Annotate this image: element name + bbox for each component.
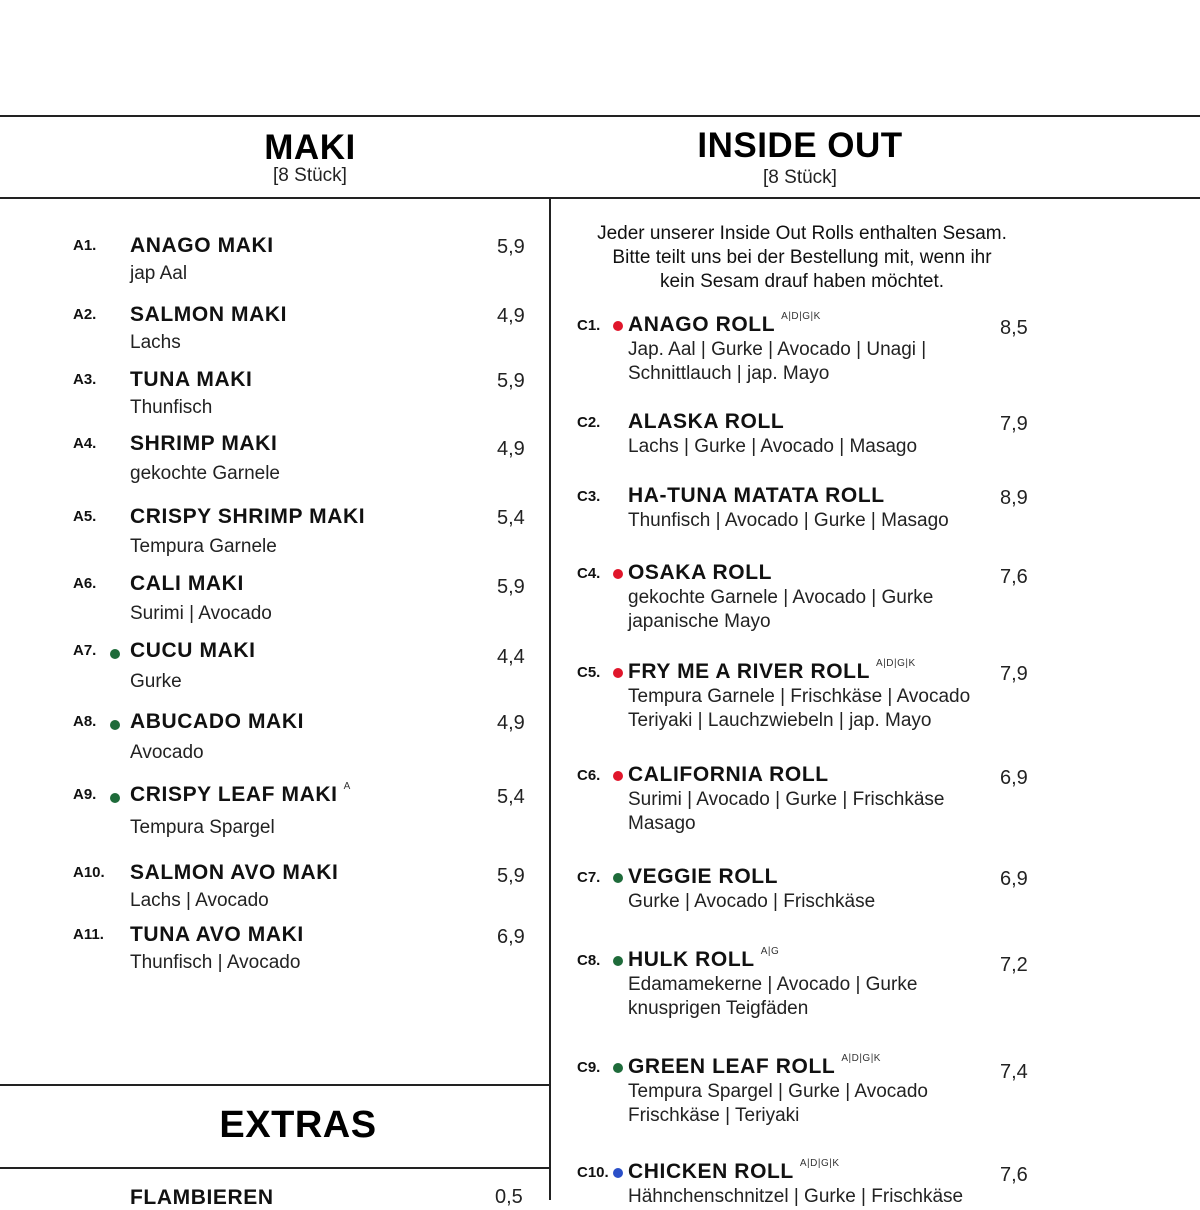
item-description: Masago xyxy=(628,813,696,834)
allergen-codes: A|D|G|K xyxy=(799,1158,840,1169)
item-price: 4,9 xyxy=(497,438,525,460)
extras-top-divider xyxy=(0,1084,549,1086)
vegetarian-dot-icon xyxy=(110,793,120,803)
item-code: C3. xyxy=(577,488,601,505)
item-description: Lachs | Gurke | Avocado | Masago xyxy=(628,436,918,457)
item-price: 5,4 xyxy=(497,507,525,529)
item-description: japanische Mayo xyxy=(628,611,771,632)
spicy-dot-icon xyxy=(613,771,623,781)
item-description: gekochte Garnele | Avocado | Gurke xyxy=(628,587,934,608)
item-description: Teriyaki | Lauchzwiebeln | jap. Mayo xyxy=(628,710,932,731)
vegetarian-dot-icon xyxy=(613,873,623,883)
item-price: 7,4 xyxy=(1000,1061,1028,1083)
allergen-codes: A xyxy=(343,781,351,792)
item-name: CALI MAKI xyxy=(130,572,244,595)
item-name: ANAGO ROLL $^{A|D|G|K}$ xyxy=(628,311,821,336)
item-code: A4. xyxy=(73,435,97,452)
item-description: Thunfisch | Avocado xyxy=(130,952,301,973)
item-description: Surimi | Avocado xyxy=(130,603,272,624)
item-description: Thunfisch xyxy=(130,397,213,418)
item-name: CHICKEN ROLL $^{A|D|G|K}$ xyxy=(628,1158,840,1183)
extras-title: EXTRAS xyxy=(219,1104,377,1146)
item-code: C6. xyxy=(577,767,601,784)
item-name: HULK ROLL $^{A|G}$ xyxy=(628,946,780,971)
item-price: 8,9 xyxy=(1000,487,1028,509)
item-description: Tempura Spargel xyxy=(130,817,275,838)
item-description: Gurke xyxy=(130,671,182,692)
item-description: Avocado xyxy=(130,742,204,763)
item-description: Lachs | Avocado xyxy=(130,890,269,911)
item-price: 4,9 xyxy=(497,712,525,734)
top-divider xyxy=(0,115,1200,117)
item-code: C10. xyxy=(577,1164,609,1181)
item-name: CALIFORNIA ROLL xyxy=(628,763,829,786)
item-price: 7,9 xyxy=(1000,663,1028,685)
item-name: SALMON MAKI xyxy=(130,303,288,326)
item-name: VEGGIE ROLL xyxy=(628,865,779,888)
item-price: 7,6 xyxy=(1000,566,1028,588)
maki-subtitle: [8 Stück] xyxy=(273,165,347,186)
sesame-note-line: Jeder unserer Inside Out Rolls enthalten Sesam. xyxy=(597,223,1007,244)
item-description: gekochte Garnele xyxy=(130,463,280,484)
item-price: 6,9 xyxy=(1000,767,1028,789)
item-name: SHRIMP MAKI xyxy=(130,432,278,455)
spicy-dot-icon xyxy=(613,569,623,579)
item-price: 5,4 xyxy=(497,786,525,808)
spicy-dot-icon xyxy=(613,321,623,331)
item-price: 8,5 xyxy=(1000,317,1028,339)
item-name: ANAGO MAKI xyxy=(130,234,274,257)
item-code: A9. xyxy=(73,786,97,803)
item-price: 5,9 xyxy=(497,865,525,887)
item-description: Gurke | Avocado | Frischkäse xyxy=(628,891,876,912)
item-description: Surimi | Avocado | Gurke | Frischkäse xyxy=(628,789,945,810)
item-name: OSAKA ROLL xyxy=(628,561,773,584)
extras-bottom-divider xyxy=(0,1167,549,1169)
spicy-dot-icon xyxy=(613,668,623,678)
sesame-note xyxy=(560,222,1044,294)
item-code: A7. xyxy=(73,642,97,659)
item-name: ALASKA ROLL xyxy=(628,410,785,433)
item-code: A5. xyxy=(73,508,97,525)
allergen-codes: A|G xyxy=(760,946,780,957)
item-code: A6. xyxy=(73,575,97,592)
extras-item-price: 0,5 xyxy=(495,1186,523,1208)
item-code: C5. xyxy=(577,664,601,681)
item-description: Tempura Garnele | Frischkäse | Avocado xyxy=(628,686,971,707)
item-code: C1. xyxy=(577,317,601,334)
item-name: CRISPY SHRIMP MAKI xyxy=(130,505,366,528)
vegetarian-dot-icon xyxy=(110,720,120,730)
item-price: 7,6 xyxy=(1000,1164,1028,1186)
item-description: Tempura Garnele xyxy=(130,536,277,557)
item-code: C4. xyxy=(577,565,601,582)
vegetarian-dot-icon xyxy=(110,649,120,659)
item-description: Edamamekerne | Avocado | Gurke xyxy=(628,974,918,995)
item-code: C8. xyxy=(577,952,601,969)
chicken-dot-icon xyxy=(613,1168,623,1178)
inside-out-subtitle: [8 Stück] xyxy=(763,167,837,188)
vegetarian-dot-icon xyxy=(613,1063,623,1073)
item-name: FRY ME A RIVER ROLL $^{A|D|G|K}$ xyxy=(628,658,916,683)
item-name: TUNA MAKI xyxy=(130,368,253,391)
item-description: Tempura Spargel | Gurke | Avocado xyxy=(628,1081,928,1102)
allergen-codes: A|D|G|K xyxy=(781,311,821,322)
inside-out-title: INSIDE OUT xyxy=(697,126,903,165)
item-description: Jap. Aal | Gurke | Avocado | Unagi | xyxy=(628,339,927,360)
item-price: 7,9 xyxy=(1000,413,1028,435)
item-name: CUCU MAKI xyxy=(130,639,256,662)
item-price: 4,9 xyxy=(497,305,525,327)
item-price: 7,2 xyxy=(1000,954,1028,976)
item-name: TUNA AVO MAKI xyxy=(130,923,304,946)
item-code: A3. xyxy=(73,371,97,388)
item-description: Lachs xyxy=(130,332,181,353)
item-description: Thunfisch | Avocado | Gurke | Masago xyxy=(628,510,949,531)
item-name: SALMON AVO MAKI xyxy=(130,861,339,884)
item-code: A2. xyxy=(73,306,97,323)
item-price: 5,9 xyxy=(497,576,525,598)
item-price: 5,9 xyxy=(497,236,525,258)
item-price: 5,9 xyxy=(497,370,525,392)
item-name: ABUCADO MAKI xyxy=(130,710,305,733)
item-description: jap Aal xyxy=(130,263,188,284)
vegetarian-dot-icon xyxy=(613,956,623,966)
item-price: 6,9 xyxy=(1000,868,1028,890)
header-divider xyxy=(0,197,1200,199)
item-price: 6,9 xyxy=(497,926,525,948)
allergen-codes: A|D|G|K xyxy=(841,1053,881,1064)
allergen-codes: A|D|G|K xyxy=(876,658,916,669)
item-description: Frischkäse | Teriyaki xyxy=(628,1105,800,1126)
item-name: CRISPY LEAF MAKI $^A$ xyxy=(130,781,351,806)
item-code: A11. xyxy=(73,926,104,943)
item-description: Schnittlauch | jap. Mayo xyxy=(628,363,830,384)
item-code: A10. xyxy=(73,864,105,881)
item-price: 4,4 xyxy=(497,646,525,668)
sesame-note-line: Bitte teilt uns bei der Bestellung mit, wenn ihr xyxy=(612,247,992,268)
column-divider xyxy=(549,199,551,1200)
item-name: GREEN LEAF ROLL $^{A|D|G|K}$ xyxy=(628,1053,881,1078)
item-name: HA-TUNA MATATA ROLL xyxy=(628,484,885,507)
maki-title: MAKI xyxy=(264,128,356,167)
item-code: C9. xyxy=(577,1059,601,1076)
item-description: Hähnchenschnitzel | Gurke | Frischkäse xyxy=(628,1186,964,1207)
item-code: A8. xyxy=(73,713,97,730)
sesame-note-line: kein Sesam drauf haben möchtet. xyxy=(659,271,945,292)
item-code: A1. xyxy=(73,237,97,254)
extras-item-name: FLAMBIEREN xyxy=(130,1186,274,1209)
item-code: C2. xyxy=(577,414,601,431)
item-description: knusprigen Teigfäden xyxy=(628,998,809,1019)
item-code: C7. xyxy=(577,869,601,886)
